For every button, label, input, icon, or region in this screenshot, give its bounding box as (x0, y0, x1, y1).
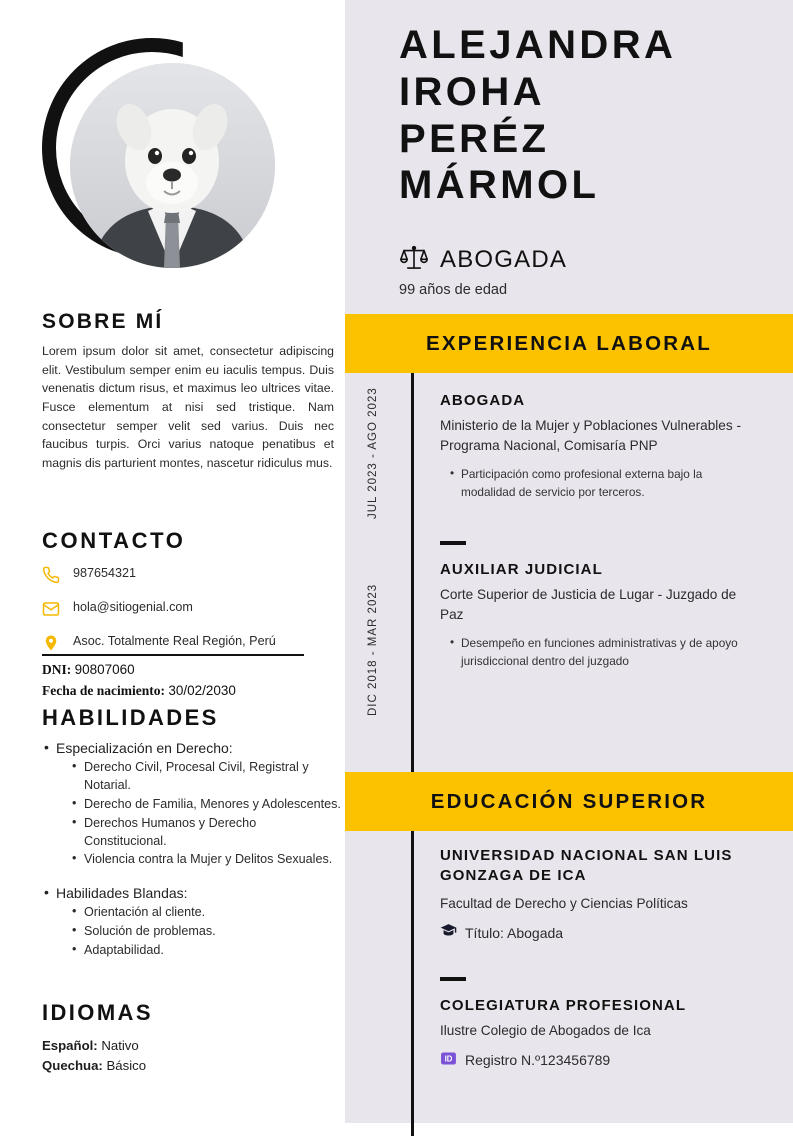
skill-group-title: • Especialización en Derecho: (42, 740, 342, 756)
entry-divider-dash (440, 977, 466, 981)
dni-value: 90807060 (74, 662, 135, 677)
candidate-name (399, 22, 779, 209)
experience-subtitle: Corte Superior de Justicia de Lugar - Juzgado de Paz (440, 587, 737, 622)
experience-entry-2 (440, 561, 758, 671)
name-line: IROHA (399, 69, 545, 114)
photo-circle (70, 63, 275, 268)
education-registry-row (440, 1050, 758, 1071)
about-section (42, 310, 334, 473)
skill-item: • Derecho Civil, Procesal Civil, Registral y Notarial. (72, 759, 342, 795)
skill-item: • Solución de problemas. (72, 923, 342, 941)
id-card-icon (440, 1050, 457, 1071)
experience-band (345, 314, 793, 373)
contact-divider (42, 654, 304, 656)
skill-item: • Adaptabilidad. (72, 942, 342, 960)
skill-list (42, 904, 342, 960)
entry-divider-dash (440, 541, 466, 545)
about-text: Lorem ipsum dolor sit amet, consectetur adipiscing elit. Vestibulum semper enim eu iaculis tempus. Duis venenatis dictum risus, et maximus leo ultrices vitae. Fusce elementum at nisi sed tristique. Nam consectetur semper velit sed varius. Duis nec faucibus turpis. Orci varius natoque penatibus et magnis dis parturient montes, nascetur ridiculus mus. (42, 344, 334, 471)
job-title (399, 243, 567, 277)
skill-group-law (42, 740, 342, 869)
birthdate-row (42, 681, 334, 702)
skill-item: • Orientación al cliente. (72, 904, 342, 922)
contact-phone-value: 987654321 (73, 566, 137, 580)
experience-bullet: • Desempeño en funciones administrativas y de apoyo jurisdiccional dentro del juzgado (450, 635, 758, 670)
profile-photo (42, 38, 304, 300)
education-entry-2 (440, 997, 758, 1071)
skill-item: • Violencia contra la Mujer y Delitos Sexuales. (72, 851, 342, 869)
skill-list (42, 759, 342, 869)
experience-date-2: DIC 2018 - MAR 2023 (367, 583, 379, 717)
contact-section (42, 528, 334, 656)
svg-text:ID: ID (444, 1054, 453, 1064)
skill-group-title: • Habilidades Blandas: (42, 885, 342, 901)
education-title: COLEGIATURA PROFESIONAL (440, 997, 687, 1014)
name-line: MÁRMOL (399, 163, 600, 208)
languages-heading: IDIOMAS (42, 1000, 153, 1025)
contact-address-value: Asoc. Totalmente Real Región, Perú (73, 634, 276, 648)
languages-section (42, 1000, 334, 1076)
education-degree-text: Título: Abogada (465, 924, 564, 941)
skills-section (42, 705, 342, 960)
skills-heading: HABILIDADES (42, 705, 219, 730)
dni-row (42, 660, 334, 681)
experience-bullets (440, 635, 758, 670)
experience-date-1: JUL 2023 - AGO 2023 (367, 387, 379, 519)
name-line: PERÉZ (399, 116, 550, 161)
language-label: Español: (42, 1038, 98, 1053)
experience-bullets (440, 466, 758, 501)
skill-group-soft (42, 885, 342, 960)
skill-item: • Derecho de Familia, Menores y Adolescentes. (72, 796, 342, 814)
contact-row-email[interactable] (42, 599, 334, 622)
experience-entry-1 (440, 392, 758, 502)
language-row (42, 1036, 334, 1056)
age-text: 99 años de edad (399, 282, 508, 298)
timeline-vertical-rule (411, 368, 414, 1136)
education-entry-1 (440, 846, 758, 943)
experience-title: AUXILIAR JUDICIAL (440, 561, 603, 578)
language-level: Nativo (101, 1038, 139, 1053)
language-label: Quechua: (42, 1057, 103, 1073)
education-band (345, 772, 793, 831)
phone-icon (42, 565, 64, 588)
skill-item: • Derechos Humanos y Derecho Constitucional. (72, 815, 342, 851)
dni-label: DNI: (42, 662, 72, 677)
language-level: Básico (106, 1057, 147, 1073)
contact-heading: CONTACTO (42, 528, 186, 553)
birthdate-label: Fecha de nacimiento: (42, 682, 165, 698)
experience-band-title: EXPERIENCIA LABORAL (426, 331, 712, 355)
experience-bullet: • Participación como profesional externa bajo la modalidad de servicio por terceros. (450, 466, 758, 501)
contact-email-value: hola@sitiogenial.com (73, 600, 193, 614)
birthdate-value: 30/02/2030 (168, 682, 236, 698)
education-subtitle: Ilustre Colegio de Abogados de Ica (440, 1023, 651, 1038)
education-band-title: EDUCACIÓN SUPERIOR (430, 789, 708, 813)
graduation-cap-icon (440, 922, 457, 943)
job-title-text: ABOGADA (440, 246, 568, 273)
education-degree-row (440, 922, 758, 943)
contact-row-phone[interactable] (42, 565, 334, 588)
name-line: ALEJANDRA (399, 23, 677, 67)
location-pin-icon (42, 633, 64, 656)
scales-of-justice-icon (399, 243, 429, 277)
envelope-icon (42, 599, 64, 622)
education-subtitle: Facultad de Derecho y Ciencias Políticas (440, 895, 688, 911)
identity-block (42, 660, 334, 702)
about-heading: SOBRE MÍ (42, 310, 164, 333)
portrait-illustration (70, 63, 275, 268)
experience-title: ABOGADA (440, 392, 526, 409)
experience-subtitle: Ministerio de la Mujer y Poblaciones Vulnerables - Programa Nacional, Comisaría PNP (440, 418, 741, 453)
education-registry-text: Registro N.º123456789 (465, 1052, 611, 1069)
language-row (42, 1056, 334, 1076)
left-column (0, 0, 345, 1123)
contact-row-address[interactable] (42, 633, 334, 656)
education-title: UNIVERSIDAD NACIONAL SAN LUIS GONZAGA DE ICA (440, 847, 733, 885)
